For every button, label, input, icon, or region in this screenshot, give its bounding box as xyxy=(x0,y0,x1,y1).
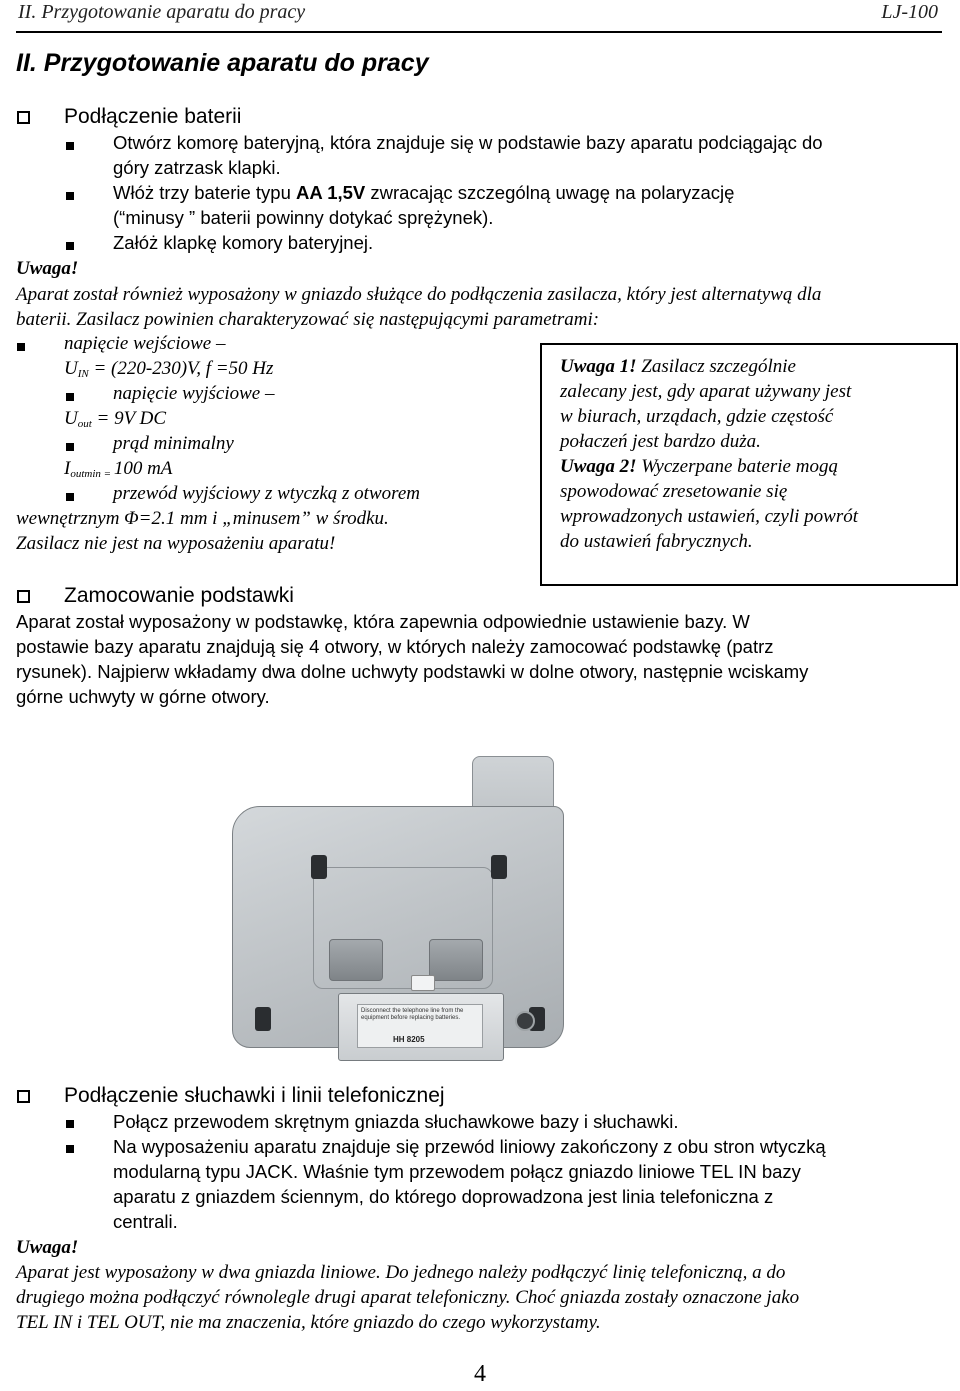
handset-warning-line-2: drugiego można podłączyć równolegle drugi aparat telefoniczny. Choć gniazda zostały oznaczone jako xyxy=(16,1287,800,1308)
phone-base-figure xyxy=(222,746,572,1058)
handset-step-2-cont-2: aparatu z gniazdem ściennym, do którego doprowadzona jest linia telefoniczna z xyxy=(113,1186,774,1207)
handset-warning-label: Uwaga! xyxy=(16,1237,79,1258)
bullet-square-icon xyxy=(66,493,74,501)
param-input-voltage-label: napięcie wejściowe – xyxy=(64,333,226,354)
bullet-square-icon xyxy=(66,242,74,250)
stand-slot-left xyxy=(329,939,383,981)
handset-step-2: Na wyposażeniu aparatu znajduje się przewód liniowy zakończony z obu stron wtyczką xyxy=(113,1136,826,1157)
handset-step-2-cont-3: centrali. xyxy=(113,1211,178,1232)
note-2-line-2: spowodować zresetowanie się xyxy=(560,481,788,502)
handset-step-2-cont-1: modularną typu JACK. Właśnie tym przewodem połącz gniazdo liniowe TEL IN bazy xyxy=(113,1161,801,1182)
battery-step-3: Załóż klapkę komory bateryjnej. xyxy=(113,232,374,253)
model-number: HH 8205 xyxy=(393,1035,425,1044)
handset-warning-line-3: TEL IN i TEL OUT, nie ma znaczenia, które gniazdo do czego wykorzystamy. xyxy=(16,1312,601,1333)
note-2: Uwaga 2! Wyczerpane baterie mogą xyxy=(560,456,838,477)
battery-warning-line-1: Aparat został również wyposażony w gniazdo służące do podłączenia zasilacza, który jest alternatywą dla xyxy=(16,284,822,305)
stand-text-line-2: postawie bazy aparatu znajdują się 4 otwory, w których należy zamocować podstawkę (patrz xyxy=(16,636,774,657)
battery-step-1-cont: góry zatrzask klapki. xyxy=(113,157,281,178)
note-2-line-4: do ustawień fabrycznych. xyxy=(560,531,753,552)
battery-cover xyxy=(338,993,504,1061)
header-rule xyxy=(16,31,942,33)
bullet-square-icon xyxy=(17,343,25,351)
handset-step-1: Połącz przewodem skrętnym gniazda słuchawkowe bazy i słuchawki. xyxy=(113,1111,679,1132)
checkbox-bullet-icon xyxy=(17,590,30,603)
param-output-voltage-label: napięcie wyjściowe – xyxy=(113,383,275,404)
stand-text-line-1: Aparat został wyposażony w podstawkę, która zapewnia odpowiednie ustawienie bazy. W xyxy=(16,611,750,632)
param-plug-label: przewód wyjściowy z wtyczką z otworem xyxy=(113,483,420,504)
adapter-not-included: Zasilacz nie jest na wyposażeniu aparatu! xyxy=(16,533,336,554)
section-stand-title: Zamocowanie podstawki xyxy=(64,584,294,607)
battery-step-1: Otwórz komorę bateryjną, która znajduje się w podstawie bazy aparatu podciągając do xyxy=(113,132,823,153)
battery-cover-label: Disconnect the telephone line from the equipment before replacing batteries. HH 8205 xyxy=(357,1004,483,1048)
note-2-line-3: wprowadzonych ustawień, czyli powrót xyxy=(560,506,859,527)
bullet-square-icon xyxy=(66,393,74,401)
running-header-left: II. Przygotowanie aparatu do pracy xyxy=(18,1,306,23)
stand-text-line-4: górne uchwyty w górne otwory. xyxy=(16,686,270,707)
note-1: Uwaga 1! Zasilacz szczególnie xyxy=(560,356,796,377)
stand-text-line-3: rysunek). Najpierw wkładamy dwa dolne uchwyty podstawki w dolne otwory, następnie wciskamy xyxy=(16,661,809,682)
small-sticker xyxy=(411,975,435,991)
handset-warning-line-1: Aparat jest wyposażony w dwa gniazda liniowe. Do jednego należy podłączyć linię telefoniczną, a do xyxy=(16,1262,786,1283)
battery-warning-label: Uwaga! xyxy=(16,258,79,279)
phone-base-body xyxy=(232,806,564,1048)
note-1-line-4: połaczeń jest bardzo duża. xyxy=(560,431,761,452)
chapter-title: II. Przygotowanie aparatu do pracy xyxy=(16,49,429,77)
param-current-label: prąd minimalny xyxy=(113,433,234,454)
bullet-square-icon xyxy=(66,443,74,451)
param-plug-detail: wewnętrznym Φ=2.1 mm i „minusem” w środku. xyxy=(16,508,389,529)
bullet-square-icon xyxy=(66,192,74,200)
page-number: 4 xyxy=(474,1361,486,1387)
rubber-foot-icon xyxy=(255,1007,271,1031)
section-handset-title: Podłączenie słuchawki i linii telefonicznej xyxy=(64,1084,445,1107)
section-battery-title: Podłączenie baterii xyxy=(64,105,242,128)
bullet-square-icon xyxy=(66,1145,74,1153)
battery-step-2: Włóż trzy baterie typu AA 1,5V zwracając szczególną uwagę na polaryzację xyxy=(113,182,735,203)
power-socket-icon xyxy=(515,1011,535,1031)
checkbox-bullet-icon xyxy=(17,1090,30,1103)
battery-warning-line-2: baterii. Zasilacz powinien charakteryzować się następującymi parametrami: xyxy=(16,309,600,330)
battery-step-2-cont: (“minusy ” baterii powinny dotykać sprężynek). xyxy=(113,207,494,228)
param-current-value: $I_{outmin =}$ 100 mA xyxy=(64,458,173,480)
param-input-voltage-value: $U_{IN} = (220-230)V$, f =50 Hz xyxy=(64,358,274,380)
rubber-foot-icon xyxy=(491,855,507,879)
param-output-voltage-value: $U_{out} = 9V$ DC xyxy=(64,408,167,430)
note-1-line-3: w biurach, urządach, gdzie częstość xyxy=(560,406,834,427)
running-header-right: LJ-100 xyxy=(881,1,938,23)
stand-slot-right xyxy=(429,939,483,981)
rubber-foot-icon xyxy=(311,855,327,879)
note-1-line-2: zalecany jest, gdy aparat używany jest xyxy=(560,381,852,402)
bullet-square-icon xyxy=(66,1120,74,1128)
checkbox-bullet-icon xyxy=(17,111,30,124)
bullet-square-icon xyxy=(66,142,74,150)
